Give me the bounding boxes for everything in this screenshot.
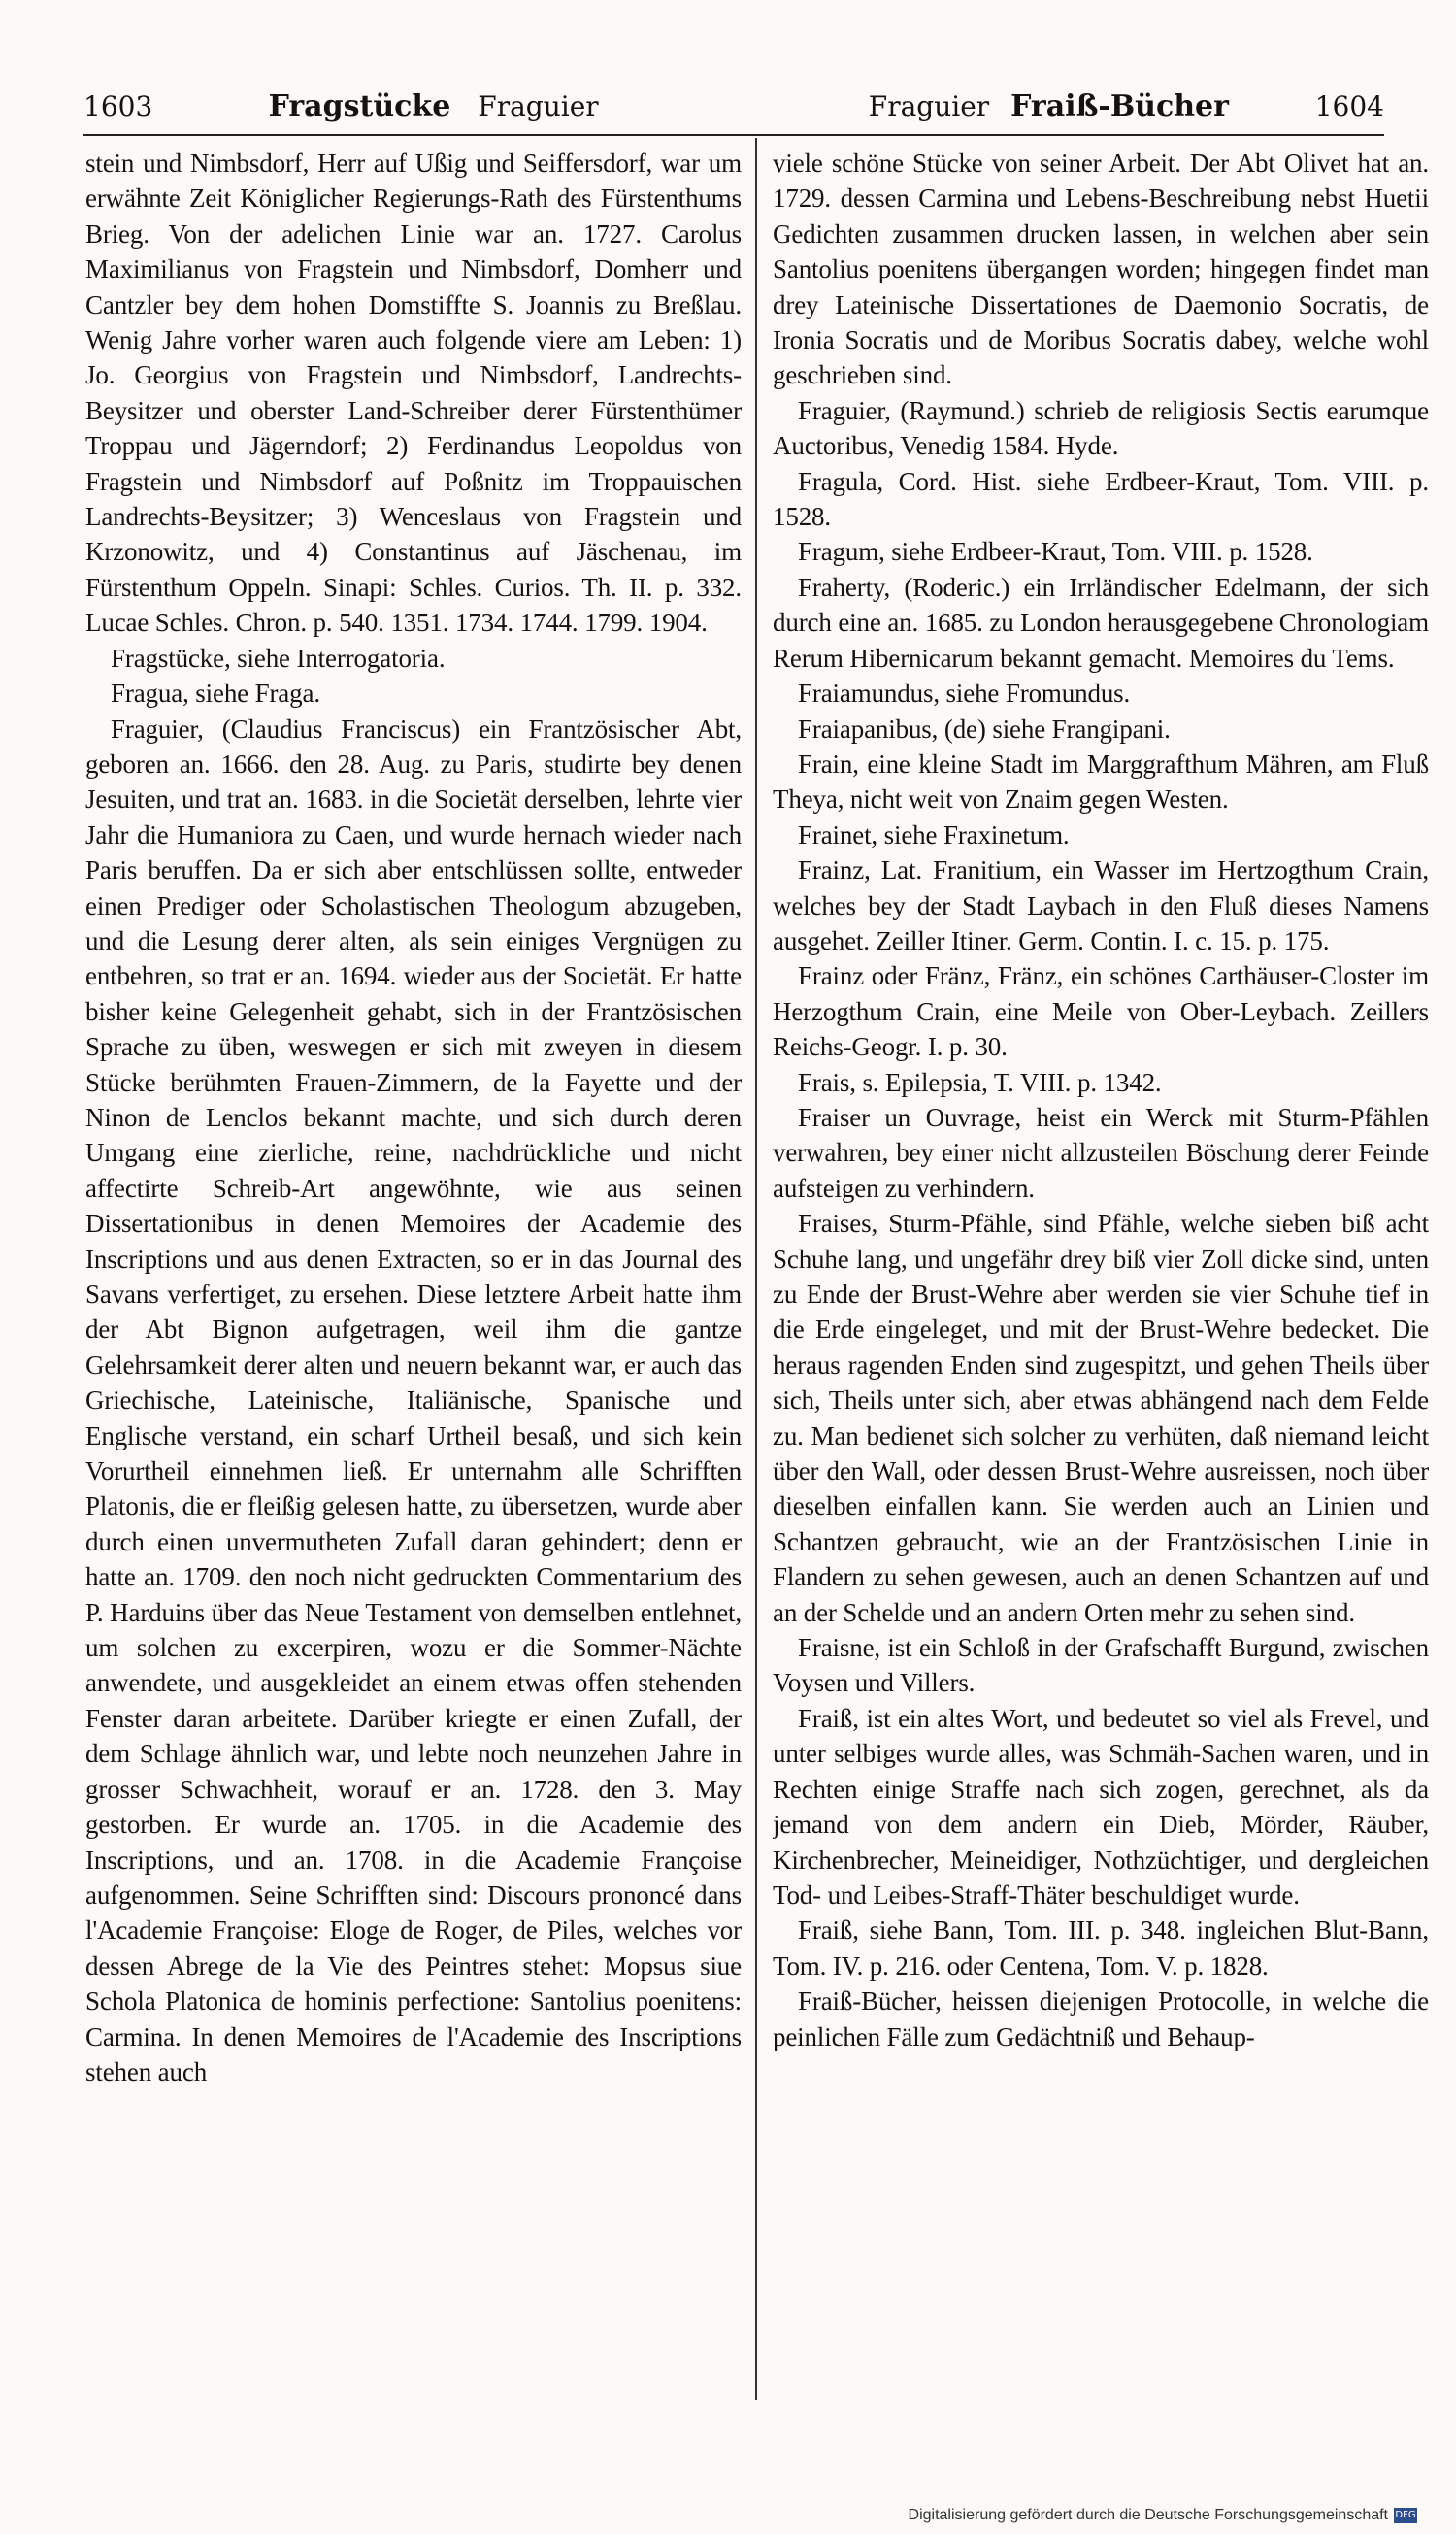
- entry-paragraph: Frainz, Lat. Franitium, ein Wasser im Hertzogthum Crain, welches bey der Stadt Laybach in den Fluß dieses Namens ausgehet. Zeiller Itiner. Germ. Contin. I. c. 15. p. 175.: [773, 855, 1429, 955]
- entry-paragraph: Fraherty, (Roderic.) ein Irrländischer Edelmann, der sich durch eine an. 1685. zu London herausgegebene Chronologiam Rerum Hibernicarum bekannt gemacht. Memoires du Tems.: [773, 572, 1429, 673]
- left-header-spacer: [714, 87, 753, 126]
- left-headword: Fraguier: [478, 90, 599, 122]
- right-page-number: 1604: [1314, 90, 1384, 122]
- entry-paragraph: Fraiapanibus, (de) siehe Frangipani.: [798, 714, 1171, 744]
- entry-paragraph: Fraises, Sturm-Pfähle, sind Pfähle, welche sieben biß acht Schuhe lang, und ungefähr drey biß vier Zoll dicke sind, unten zu Ende der Brust-Wehre aber werden sie vier Schuhe tief in die Erde eingeleget, und mit der Brust-Wehre bedecket. Die heraus ragenden Enden sind zugespitzt, und gehen Theils über sich, Theils unter sich, aber etwas abhängend nach dem Felde zu. Man bedienet sich solcher zu verhüten, daß niemand leicht über den Wall, oder dessen Brust-Wehre ausreissen, noch über dieselben einfallen kann. Sie werden auch an Linien und Schantzen gebraucht, wie an der Frantzösischen Linie in Flandern zu sehen gewesen, auch an denen Schantzen auf und an der Schelde und an andern Orten mehr zu sehen sind.: [773, 1209, 1429, 1627]
- left-page-header: [83, 87, 753, 126]
- entry-paragraph: Fraiß, siehe Bann, Tom. III. p. 348. ingleichen Blut-Bann, Tom. IV. p. 216. oder Centena, Tom. V. p. 1828.: [773, 1916, 1429, 1981]
- entry-paragraph: Fraiß, ist ein altes Wort, und bedeutet so viel als Frevel, und unter selbiges wurde alles, was Schmäh-Sachen waren, und in Rechten einige Straffe nach sich zogen, gerechnet, als da jemand von dem andern ein Dieb, Mörder, Räuber, Kirchenbrecher, Meineidiger, Nothzüchtiger, und dergleichen Tod- und Leibes-Straff-Thäter beschuldiget wurde.: [773, 1703, 1429, 1910]
- column-divider: [755, 138, 757, 2400]
- entry-paragraph: Fragum, siehe Erdbeer-Kraut, Tom. VIII. p. 1528.: [798, 537, 1313, 567]
- entry-paragraph: Fraiamundus, siehe Fromundus.: [798, 679, 1131, 709]
- header-rule: [83, 134, 1384, 136]
- entry-paragraph: Frain, eine kleine Stadt im Marggrafthum Mähren, am Fluß Theya, nicht weit von Znaim gegen Westen.: [773, 749, 1429, 815]
- entry-paragraph: Fraguier, (Raymund.) schrieb de religiosis Sectis earumque Auctoribus, Venedig 1584. Hyde.: [773, 395, 1429, 461]
- entry-paragraph: Fraiser un Ouvrage, heist ein Werck mit Sturm-Pfählen verwahren, bey einer nicht allzusteilen Böschung derer Feinde aufsteigen zu verhindern.: [773, 1102, 1429, 1203]
- right-running-heads: [869, 87, 1229, 126]
- right-headword: Fraguier: [868, 90, 990, 122]
- entry-paragraph: Fraisne, ist ein Schloß in der Grafschafft Burgund, zwischen Voysen und Villers.: [773, 1633, 1429, 1698]
- entry-paragraph: viele schöne Stücke von seiner Arbeit. Der Abt Olivet hat an. 1729. dessen Carmina und Lebens-Beschreibung nebst Huetii Gedichten zusammen drucken lassen, in welchen aber sein Santolius poenitens übergangen worden; hingegen findet man drey Lateinische Dissertationes de Daemonio Socratis, de Ironia Socratis und de Moribus Socratis dabey, welche wohl geschrieben sind.: [773, 149, 1429, 390]
- entry-paragraph: stein und Nimbsdorf, Herr auf Ußig und Seiffersdorf, war um erwähnte Zeit Königlicher Regierungs-Rath des Fürstenthums Brieg. Von der adelichen Linie war an. 1727. Carolus Maximilianus von Fragstein und Nimbsdorf, Domherr und Cantzler bey dem hohen Domstiffte S. Joannis zu Breßlau. Wenig Jahre vorher waren auch folgende viere am Leben: 1) Jo. Georgius von Fragstein und Nimbsdorf, Landrechts-Beysitzer und oberster Land-Schreiber derer Fürstenthümer Troppau und Jägerndorf; 2) Ferdinandus Leopoldus von Fragstein und Nimbsdorf auf Poßnitz im Troppauischen Landrechts-Beysitzer; 3) Wenceslaus von Fragstein und Krzonowitz, und 4) Constantinus auf Jäschenau, im Fürstenthum Oppeln. Sinapi: Schles. Curios. Th. II. p. 332. Lucae Schles. Chron. p. 540. 1351. 1734. 1744. 1799. 1904.: [85, 149, 742, 638]
- entry-paragraph: Frainz oder Fränz, Fränz, ein schönes Carthäuser-Closter im Herzogthum Crain, eine Meile von Ober-Leybach. Zeillers Reichs-Geogr. I. p. 30.: [773, 961, 1429, 1062]
- left-column: [85, 146, 742, 2408]
- right-page-header: [763, 87, 1384, 126]
- right-column: [773, 146, 1429, 2408]
- right-header-spacer: [763, 87, 782, 126]
- dfg-logo-icon: DFG: [1394, 2508, 1417, 2523]
- digitization-footer: [909, 2507, 1417, 2524]
- entry-paragraph: Fraguier, (Claudius Franciscus) ein Frantzösischer Abt, geboren an. 1666. den 28. Aug. zu Paris, studirte bey denen Jesuiten, und trat an. 1683. in die Societät derselben, lehrte vier Jahr die Humaniora zu Caen, und wurde hernach wieder nach Paris beruffen. Da er sich aber entschlüssen sollte, entweder einen Prediger oder Scholastischen Theologum abzugeben, und die Lesung derer alten, als sein einiges Vergnügen zu entbehren, so trat er an. 1694. wieder aus der Societät. Er hatte bisher keine Gelegenheit gehabt, sich in der Frantzösischen Sprache zu üben, weswegen er sich mit zweyen in diesem Stücke berühmten Frauen-Zimmern, de la Fayette und der Ninon de Lenclos bekannt machte, und sich durch deren Umgang eine zierliche, reine, nachdrückliche und nicht affectirte Schreib-Art angewöhnte, wie aus seinen Dissertationibus in denen Memoires der Academie des Inscriptions und aus denen Extracten, so er in das Journal des Savans verfertiget, zu ersehen. Diese letztere Arbeit hatte ihm der Abt Bignon aufgetragen, weil ihm die gantze Gelehrsamkeit derer alten und neuern bekannt war, er auch das Griechische, Lateinische, Italiänische, Spanische und Englische verstand, ein scharf Urtheil besaß, und sich kein Vorurtheil einnehmen ließ. Er unternahm alle Schrifften Platonis, die er fleißig gelesen hatte, zu übersetzen, wurde aber durch einen unvermutheten Zufall daran gehindert; denn er hatte an. 1709. den noch nicht gedruckten Commentarium des P. Harduins über das Neue Testament von demselben entlehnet, um solchen zu excerpiren, wozu er die Sommer-Nächte anwendete, und ausgekleidet an einem etwas offen stehenden Fenster daran arbeitete. Darüber kriegte er einen Zufall, der dem Schlage ähnlich war, und lebte noch neunzehen Jahre in grosser Schwachheit, worauf er an. 1728. den 3. May gestorben. Er wurde an. 1705. in die Academie des Inscriptions, und an. 1708. in die Academie Françoise aufgenommen. Seine Schrifften sind: Discours prononcé dans l'Academie Françoise: Eloge de Roger, de Piles, welches vor dessen Abrege de la Vie des Peintres stehet: Mopsus siue Schola Platonica de hominis perfectione: Santolius poenitens: Carmina. In denen Memoires de l'Academie des Inscriptions stehen auch: [85, 714, 742, 2086]
- left-running-heads: [269, 87, 599, 126]
- footer-text: Digitalisierung gefördert durch die Deutsche Forschungsgemeinschaft: [908, 2507, 1388, 2523]
- entry-paragraph: Fragstücke, siehe Interrogatoria.: [111, 643, 446, 673]
- left-page-number: 1603: [83, 90, 153, 122]
- left-catchword: Fragstücke: [268, 89, 451, 123]
- entry-paragraph: Fragula, Cord. Hist. siehe Erdbeer-Kraut, Tom. VIII. p. 1528.: [773, 466, 1429, 532]
- entry-paragraph: Frainet, siehe Fraxinetum.: [798, 819, 1070, 850]
- entry-paragraph: Frais, s. Epilepsia, T. VIII. p. 1342.: [798, 1067, 1162, 1097]
- right-catchword: Fraiß-Bücher: [1010, 89, 1229, 123]
- entry-paragraph: Fragua, siehe Fraga.: [111, 679, 320, 709]
- entry-paragraph: Fraiß-Bücher, heissen diejenigen Protocolle, in welche die peinlichen Fälle zum Gedächtniß und Behaup-: [773, 1986, 1429, 2051]
